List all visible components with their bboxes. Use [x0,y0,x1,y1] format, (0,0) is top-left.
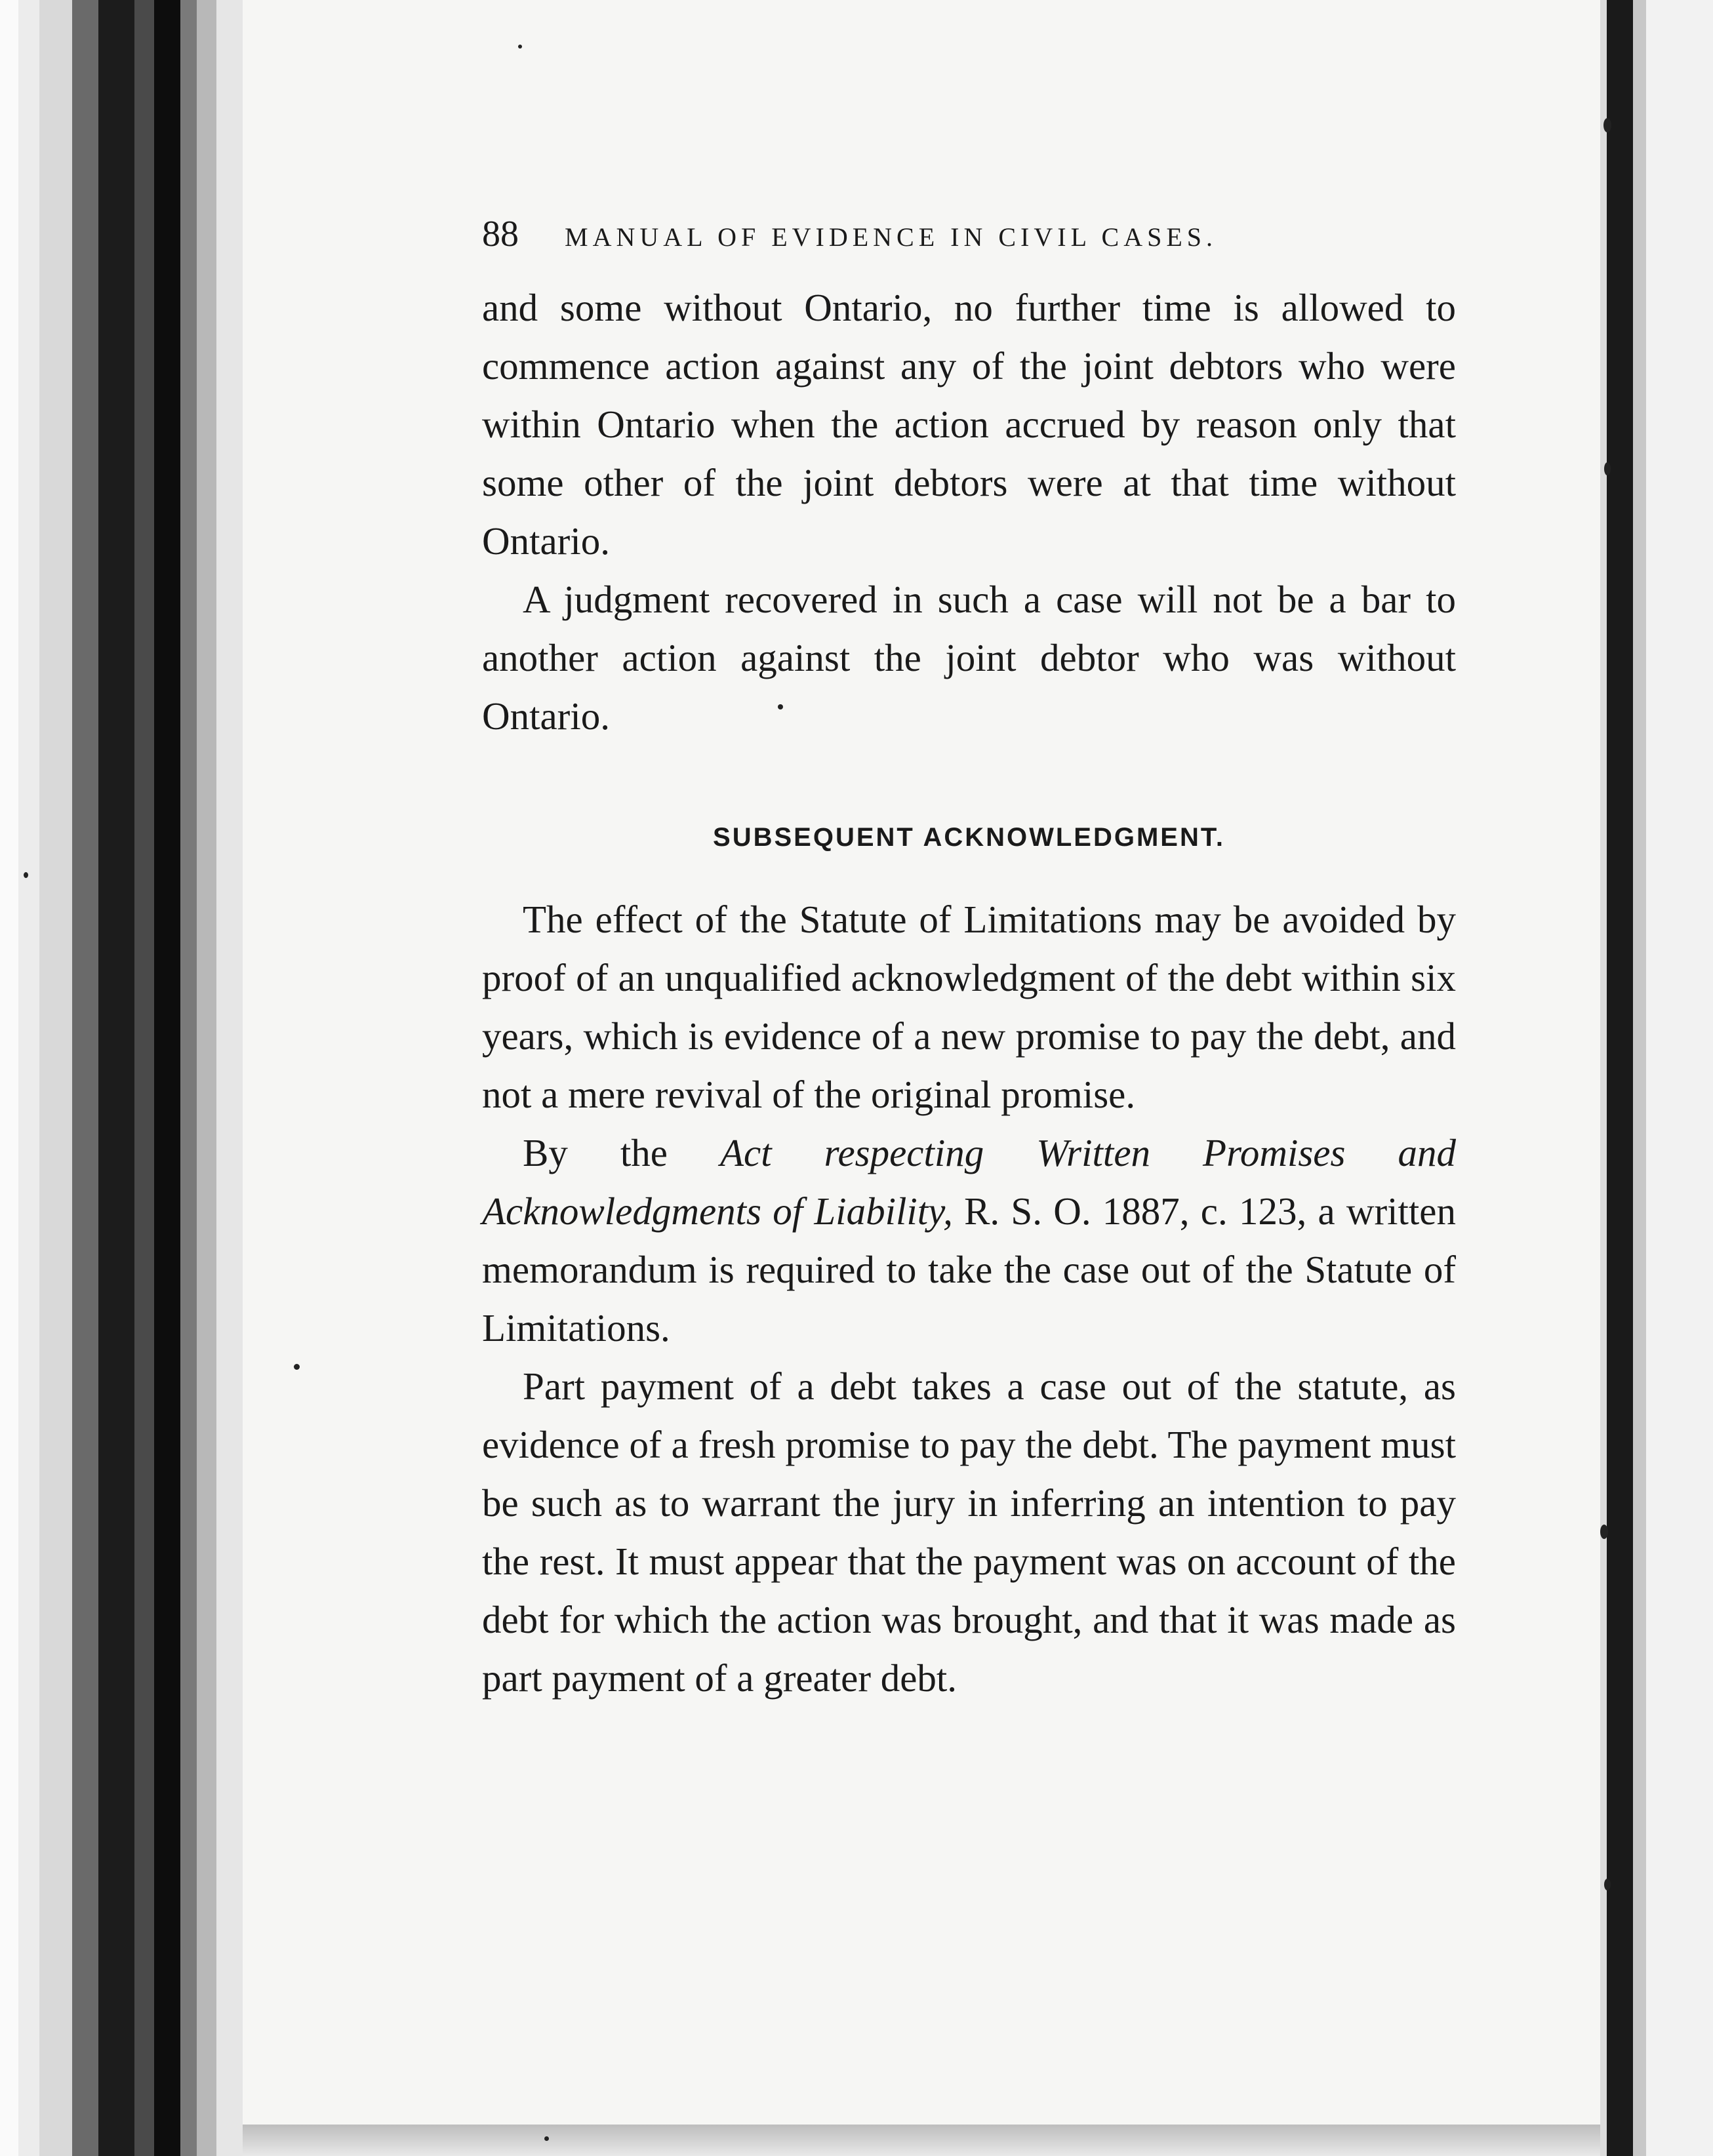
paragraph-judgment: A judgment recovered in such a case will not be a bar to another action against the joint debtor who was without Ontario. [482,578,1456,738]
act-prefix: By the [523,1131,721,1174]
running-header [482,213,1456,279]
scan-speck [778,704,783,709]
paragraph-act-reference [482,1124,1456,1357]
page-text-block [482,213,1456,1707]
act-title: Act respecting Written Promises and Acknowledgments of Liability, [482,1131,1456,1233]
section-heading: SUBSEQUENT ACKNOWLEDGMENT. [713,823,1225,852]
scan-speck [544,2136,549,2141]
scan-speck [1604,1879,1611,1890]
paragraph-continued: and some without Ontario, no further time is allowed to commence action against any of the joint debtors who were within Ontario when the action accrued by reason only that some other of the joint debtors were at that time without Ontario. [482,286,1456,563]
scan-speck [518,45,522,49]
scan-speck [24,872,28,878]
paragraph-statute-effect: The effect of the Statute of Limitations may be avoided by proof of an unqualified acknowledgment of the debt within six years, which is evidence of a new promise to pay the debt, and not a mere revival of the original promise. [482,898,1456,1116]
paragraph-part-payment: Part payment of a debt takes a case out of the statute, as evidence of a fresh promise to pay the debt. The payment must be such as to warrant the jury in inferring an intention to pay the rest. It must appear that the payment was on account of the debt for which the action was brought, and that it was made as part payment of a greater debt. [482,1365,1456,1700]
scan-speck [294,1364,300,1370]
page-number: 88 [482,214,519,254]
running-title: MANUAL OF EVIDENCE IN CIVIL CASES. [565,222,1218,252]
book-spine-edge [0,0,243,2156]
scan-speck [1603,118,1611,132]
scan-speck [1604,462,1611,475]
book-right-edge [1600,0,1713,2156]
scan-speck [1600,1525,1608,1539]
act-suffix: R. S. O. 1887, c. 123, a written memorandum is required to take the case out of the Statute of Limitations. [482,1189,1456,1349]
page-bottom-shadow [243,2125,1600,2156]
